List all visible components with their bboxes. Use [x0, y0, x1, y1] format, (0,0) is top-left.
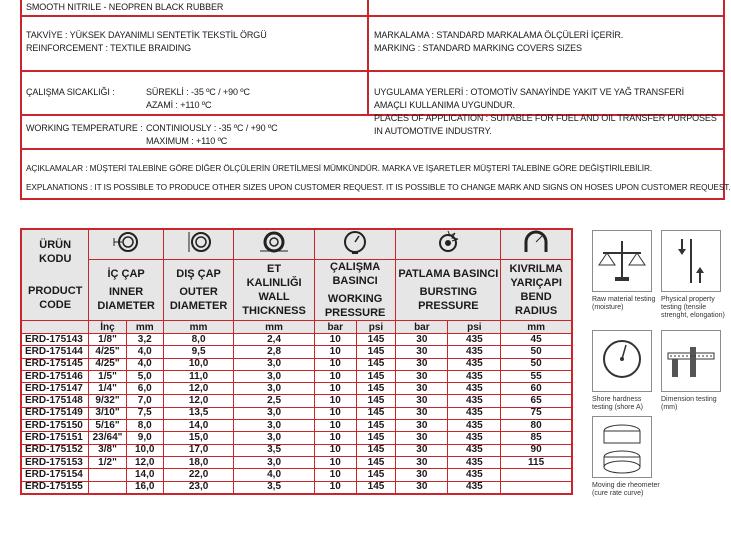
cell-working-psi: 145 — [356, 334, 396, 346]
product-table — [20, 228, 573, 495]
cell-bend-radius-mm: 115 — [501, 456, 572, 468]
cell-bend-radius-mm: 45 — [501, 334, 572, 346]
cell-product-code: ERD-175150 — [21, 420, 89, 432]
header-outer-diameter — [163, 260, 233, 321]
cell-inch-size: 1/4" — [89, 383, 126, 395]
temp-en-continuous: CONTINIOUSLY : -35 ºC / +90 ºC — [146, 123, 278, 133]
cell-inner-diameter-mm: 16,0 — [126, 481, 163, 494]
temp-en-max: MAXIMUM : +110 ºC — [146, 136, 228, 146]
temp-en-label: WORKING TEMPERATURE : — [26, 123, 143, 133]
cell-outer-diameter-mm: 12,0 — [163, 383, 233, 395]
header-br-tr: KIVRILMA YARIÇAPI — [509, 263, 563, 289]
cell-bend-radius-mm: 55 — [501, 370, 572, 382]
row-divider — [22, 148, 723, 150]
cell-inch-size: 1/2" — [89, 456, 126, 468]
header-bend-radius — [501, 260, 572, 321]
test-caption-raw-material: Raw material testing (moisture) — [592, 296, 656, 311]
cell-outer-diameter-mm: 12,0 — [163, 395, 233, 407]
cell-inch-size: 3/10" — [89, 407, 126, 419]
header-wp-en: WORKING PRESSURE — [324, 293, 386, 319]
column-divider — [367, 0, 369, 116]
cell-wall-thickness-mm: 3,0 — [234, 383, 315, 395]
cell-burst-psi: 435 — [448, 346, 501, 358]
cell-inner-diameter-mm: 8,0 — [126, 420, 163, 432]
cell-inch-size — [89, 469, 126, 481]
header-bp-en: BURSTING PRESSURE — [418, 286, 479, 312]
cell-burst-bar: 30 — [396, 383, 448, 395]
unit-mm-id: mm — [126, 321, 163, 334]
cell-wall-thickness-mm: 3,5 — [234, 444, 315, 456]
cell-bend-radius-mm: 80 — [501, 420, 572, 432]
cell-burst-psi: 435 — [448, 432, 501, 444]
cell-burst-bar: 30 — [396, 469, 448, 481]
cell-working-psi: 145 — [356, 481, 396, 494]
cell-burst-psi: 435 — [448, 370, 501, 382]
cell-working-bar: 10 — [314, 444, 356, 456]
cell-inner-diameter-mm: 7,0 — [126, 395, 163, 407]
cell-burst-bar: 30 — [396, 346, 448, 358]
cell-inner-diameter-mm: 14,0 — [126, 469, 163, 481]
cell-inner-diameter-mm: 7,5 — [126, 407, 163, 419]
temp-tr-label: ÇALIŞMA SICAKLIĞI : — [26, 87, 115, 97]
reinforcement-en: REINFORCEMENT : TEXTILE BRAIDING — [26, 43, 191, 53]
unit-cell-empty — [21, 321, 89, 334]
cell-wall-thickness-mm: 2,8 — [234, 346, 315, 358]
cell-wall-thickness-mm: 3,0 — [234, 358, 315, 370]
cell-product-code: ERD-175152 — [21, 444, 89, 456]
cell-inner-diameter-mm: 4,0 — [126, 358, 163, 370]
cell-inch-size: 1/8" — [89, 334, 126, 346]
cell-product-code: ERD-175147 — [21, 383, 89, 395]
cell-burst-bar: 30 — [396, 481, 448, 494]
cell-outer-diameter-mm: 9,5 — [163, 346, 233, 358]
outer-diameter-icon — [163, 229, 233, 260]
application-tr-1: UYGULAMA YERLERİ : OTOMOTİV SANAYİNDE YAKIT VE YAĞ TRANSFERİ — [374, 87, 685, 97]
cell-inch-size: 4/25" — [89, 346, 126, 358]
explanations-en: EXPLANATIONS : IT IS POSSIBLE TO PRODUCE OTHER SIZES UPON CUSTOMER REQUEST. IT IS POSSIBLE TO CHANGE MARK AND SIGNS ON HOSES UPON CUSTOMER REQUEST. — [26, 182, 731, 192]
marking-en: MARKING : STANDARD MARKING COVERS SIZES — [374, 43, 582, 53]
cell-bend-radius-mm — [501, 469, 572, 481]
row-divider — [22, 70, 723, 72]
cell-product-code: ERD-175154 — [21, 469, 89, 481]
cell-inch-size: 4/25" — [89, 358, 126, 370]
cell-bend-radius-mm: 50 — [501, 358, 572, 370]
unit-bar-working: bar — [314, 321, 356, 334]
cell-working-bar: 10 — [314, 370, 356, 382]
wall-thickness-icon — [234, 229, 315, 260]
header-inner-diameter — [89, 260, 163, 321]
cell-burst-bar: 30 — [396, 420, 448, 432]
cell-working-psi: 145 — [356, 395, 396, 407]
test-caption-shore: Shore hardness testing (shore A) — [592, 396, 643, 411]
cell-inner-diameter-mm: 4,0 — [126, 346, 163, 358]
cell-burst-psi: 435 — [448, 334, 501, 346]
cell-product-code: ERD-175143 — [21, 334, 89, 346]
unit-mm-bend: mm — [501, 321, 572, 334]
header-id-en: INNER DIAMETER — [97, 286, 155, 312]
explanations-tr: AÇIKLAMALAR : MÜŞTERİ TALEBİNE GÖRE DİĞER ÖLÇÜLERİN ÜRETİLMESİ MÜMKÜNDÜR. MARKA VE İŞARETLER MÜŞTERİ TALEBİNE GÖRE DEĞİŞTİRİLEBİLİR. — [26, 163, 653, 173]
cell-inch-size — [89, 481, 126, 494]
header-bp-tr: PATLAMA BASINCI — [398, 268, 499, 280]
cell-inch-size: 3/8" — [89, 444, 126, 456]
header-br-en: BEND RADIUS — [515, 291, 558, 317]
cell-working-bar: 10 — [314, 420, 356, 432]
cell-burst-psi: 435 — [448, 456, 501, 468]
cell-burst-bar: 30 — [396, 370, 448, 382]
cell-working-psi: 145 — [356, 432, 396, 444]
cell-working-bar: 10 — [314, 456, 356, 468]
cell-burst-bar: 30 — [396, 432, 448, 444]
cell-working-psi: 145 — [356, 407, 396, 419]
cell-working-bar: 10 — [314, 481, 356, 494]
cell-working-psi: 145 — [356, 370, 396, 382]
table-body — [21, 334, 572, 494]
cell-burst-psi: 435 — [448, 383, 501, 395]
working-pressure-gauge-icon — [314, 229, 396, 260]
unit-inch: İnç — [89, 321, 126, 334]
test-caption-rheometer: Moving die rheometer (cure rate curve) — [592, 482, 660, 497]
cell-product-code: ERD-175148 — [21, 395, 89, 407]
cell-outer-diameter-mm: 8,0 — [163, 334, 233, 346]
durometer-gauge-icon — [592, 330, 652, 392]
cell-inch-size: 23/64" — [89, 432, 126, 444]
unit-bar-burst: bar — [396, 321, 448, 334]
cell-inner-diameter-mm: 9,0 — [126, 432, 163, 444]
material-text: SMOOTH NITRILE - NEOPREN BLACK RUBBER — [26, 2, 224, 12]
cell-outer-diameter-mm: 23,0 — [163, 481, 233, 494]
cell-wall-thickness-mm: 3,0 — [234, 432, 315, 444]
table-row — [21, 407, 572, 419]
marking-tr: MARKALAMA : STANDARD MARKALAMA ÖLÇÜLERİ İÇERİR. — [374, 30, 624, 40]
cell-working-psi: 145 — [356, 456, 396, 468]
cell-working-psi: 145 — [356, 346, 396, 358]
cell-working-bar: 10 — [314, 469, 356, 481]
header-code-en: PRODUCT CODE — [28, 285, 83, 311]
header-od-tr: DIŞ ÇAP — [176, 268, 221, 280]
cell-wall-thickness-mm: 3,5 — [234, 481, 315, 494]
cell-burst-bar: 30 — [396, 444, 448, 456]
cell-burst-psi: 435 — [448, 358, 501, 370]
test-caption-physical: Physical property testing (tensile strenght, elongation) — [661, 296, 725, 319]
cell-bend-radius-mm — [501, 481, 572, 494]
unit-psi-burst: psi — [448, 321, 501, 334]
cell-bend-radius-mm: 90 — [501, 444, 572, 456]
cell-product-code: ERD-175146 — [21, 370, 89, 382]
application-en-1: PLACES OF APPLICATION : SUITABLE FOR FUEL AND OIL TRANSFER PURPOSES — [374, 113, 717, 123]
cell-outer-diameter-mm: 18,0 — [163, 456, 233, 468]
cell-working-psi: 145 — [356, 444, 396, 456]
cell-working-psi: 145 — [356, 383, 396, 395]
cell-outer-diameter-mm: 17,0 — [163, 444, 233, 456]
cell-working-psi: 145 — [356, 358, 396, 370]
cell-wall-thickness-mm: 3,0 — [234, 370, 315, 382]
header-wp-tr: ÇALIŞMA BASINCI — [330, 261, 381, 287]
tensile-test-icon — [661, 230, 721, 292]
cell-product-code: ERD-175151 — [21, 432, 89, 444]
cell-inch-size: 1/5" — [89, 370, 126, 382]
cell-working-bar: 10 — [314, 432, 356, 444]
application-en-2: IN AUTOMOTIVE INDUSTRY. — [374, 126, 492, 136]
temp-tr-continuous: SÜREKLİ : -35 ºC / +90 ºC — [146, 87, 250, 97]
inner-diameter-icon — [89, 229, 163, 260]
temp-tr-max: AZAMİ : +110 ºC — [146, 100, 212, 110]
table-row — [21, 481, 572, 494]
table-row — [21, 334, 572, 346]
cell-outer-diameter-mm: 13,5 — [163, 407, 233, 419]
cell-working-bar: 10 — [314, 358, 356, 370]
cell-inner-diameter-mm: 12,0 — [126, 456, 163, 468]
burst-pressure-icon — [396, 229, 501, 260]
test-caption-dimension: Dimension testing (mm) — [661, 396, 717, 411]
cell-wall-thickness-mm: 2,5 — [234, 395, 315, 407]
row-divider — [22, 15, 723, 17]
cell-burst-psi: 435 — [448, 420, 501, 432]
table-row — [21, 395, 572, 407]
unit-psi-working: psi — [356, 321, 396, 334]
unit-mm-wall: mm — [234, 321, 315, 334]
reinforcement-tr: TAKVİYE : YÜKSEK DAYANIMLI SENTETİK TEKSTİL ÖRGÜ — [26, 30, 267, 40]
table-row — [21, 346, 572, 358]
header-bursting-pressure — [396, 260, 501, 321]
cell-inch-size: 9/32" — [89, 395, 126, 407]
table-row — [21, 469, 572, 481]
cell-outer-diameter-mm: 11,0 — [163, 370, 233, 382]
application-tr-2: AMAÇLI KULLANIMA UYGUNDUR. — [374, 100, 515, 110]
cell-product-code: ERD-175155 — [21, 481, 89, 494]
cell-wall-thickness-mm: 3,0 — [234, 456, 315, 468]
rheometer-die-icon — [592, 416, 652, 478]
cell-inner-diameter-mm: 3,2 — [126, 334, 163, 346]
cell-burst-psi: 435 — [448, 469, 501, 481]
unit-mm-od: mm — [163, 321, 233, 334]
header-id-tr: İÇ ÇAP — [107, 268, 145, 280]
cell-product-code: ERD-175153 — [21, 456, 89, 468]
cell-burst-bar: 30 — [396, 334, 448, 346]
caliper-icon — [661, 330, 721, 392]
header-wall-en: WALL THICKNESS — [242, 291, 306, 317]
cell-burst-psi: 435 — [448, 481, 501, 494]
cell-bend-radius-mm: 50 — [501, 346, 572, 358]
cell-burst-psi: 435 — [448, 395, 501, 407]
table-row — [21, 358, 572, 370]
cell-working-psi: 145 — [356, 420, 396, 432]
table-row — [21, 370, 572, 382]
bend-radius-icon — [501, 229, 572, 260]
cell-inner-diameter-mm: 10,0 — [126, 444, 163, 456]
cell-burst-bar: 30 — [396, 456, 448, 468]
cell-wall-thickness-mm: 3,0 — [234, 420, 315, 432]
cell-wall-thickness-mm: 3,0 — [234, 407, 315, 419]
cell-bend-radius-mm: 75 — [501, 407, 572, 419]
cell-product-code: ERD-175149 — [21, 407, 89, 419]
cell-burst-bar: 30 — [396, 407, 448, 419]
cell-working-bar: 10 — [314, 346, 356, 358]
cell-inch-size: 5/16" — [89, 420, 126, 432]
cell-wall-thickness-mm: 4,0 — [234, 469, 315, 481]
table-row — [21, 420, 572, 432]
cell-working-psi: 145 — [356, 469, 396, 481]
cell-outer-diameter-mm: 10,0 — [163, 358, 233, 370]
cell-bend-radius-mm: 85 — [501, 432, 572, 444]
cell-burst-bar: 30 — [396, 358, 448, 370]
cell-working-bar: 10 — [314, 383, 356, 395]
cell-burst-psi: 435 — [448, 407, 501, 419]
table-row — [21, 456, 572, 468]
cell-burst-bar: 30 — [396, 395, 448, 407]
cell-working-bar: 10 — [314, 407, 356, 419]
cell-wall-thickness-mm: 2,4 — [234, 334, 315, 346]
cell-inner-diameter-mm: 6,0 — [126, 383, 163, 395]
cell-bend-radius-mm: 65 — [501, 395, 572, 407]
balance-scale-icon — [592, 230, 652, 292]
header-working-pressure — [314, 260, 396, 321]
header-wall-thickness — [234, 260, 315, 321]
cell-outer-diameter-mm: 15,0 — [163, 432, 233, 444]
cell-product-code: ERD-175144 — [21, 346, 89, 358]
table-row — [21, 432, 572, 444]
header-wall-tr: ET KALINLIĞI — [246, 263, 302, 289]
cell-bend-radius-mm: 60 — [501, 383, 572, 395]
cell-inner-diameter-mm: 5,0 — [126, 370, 163, 382]
cell-product-code: ERD-175145 — [21, 358, 89, 370]
header-od-en: OUTER DIAMETER — [169, 286, 228, 312]
cell-working-bar: 10 — [314, 334, 356, 346]
table-row — [21, 444, 572, 456]
header-product-code — [21, 229, 89, 321]
cell-outer-diameter-mm: 22,0 — [163, 469, 233, 481]
cell-burst-psi: 435 — [448, 444, 501, 456]
header-code-tr: ÜRÜN KODU — [39, 239, 72, 265]
cell-outer-diameter-mm: 14,0 — [163, 420, 233, 432]
table-row — [21, 383, 572, 395]
cell-working-bar: 10 — [314, 395, 356, 407]
